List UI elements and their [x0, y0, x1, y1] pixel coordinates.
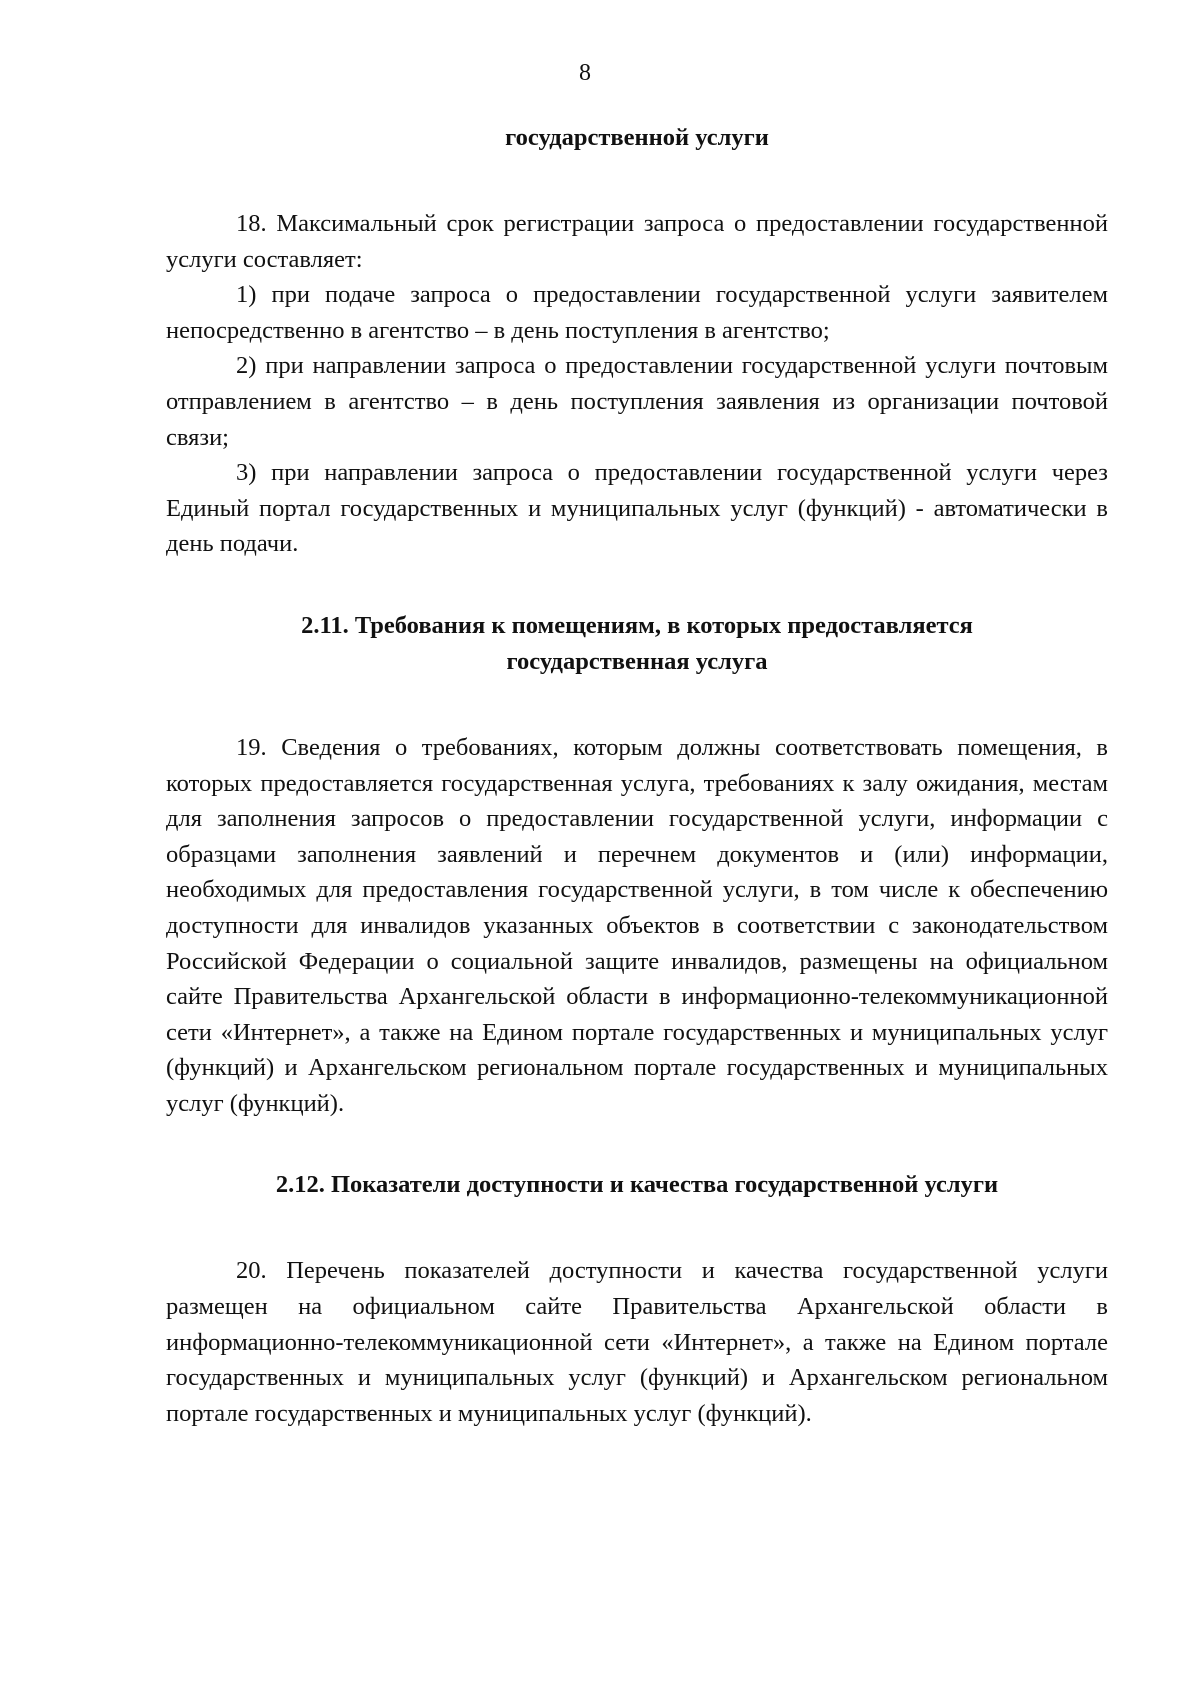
spacer [166, 1203, 1108, 1253]
paragraph-19: 19. Сведения о требованиях, которым должны соответствовать помещения, в которых предоставляется государственная услуга, требованиях к залу ожидания, местам для заполнения запросов о предоставлении государственной услуги, информации с образцами заполнения заявлений и перечнем документов и (или) информации, необходимых для предоставления государственной услуги, в том числе к обеспечению доступности для инвалидов указанных объектов в соответствии с законодательством Российской Федерации о социальной защите инвалидов, размещены на официальном сайте Правительства Архангельской области в информационно-телекоммуникационной сети «Интернет», а также на Едином портале государственных и муниципальных услуг (функций) и Архангельском региональном портале государственных и муниципальных услуг (функций). [166, 733, 1108, 1117]
section-2-11-heading [166, 608, 1108, 680]
section-2-11-heading-line-1: 2.11. Требования к помещениям, в которых предоставляется [301, 611, 973, 639]
paragraph-18-item-1: 1) при подаче запроса о предоставлении государственной услуги заявителем непосредственно в агентство – в день поступления в агентство; [166, 281, 1108, 344]
paragraph-18-intro: 18. Максимальный срок регистрации запроса о предоставлении государственной услуги составляет: [166, 210, 1108, 273]
page-number: 8 [579, 60, 591, 86]
continued-section-heading: государственной услуги [505, 124, 769, 151]
paragraph-18-item-2: 2) при направлении запроса о предоставлении государственной услуги почтовым отправлением в агентство – в день поступления заявления из организации почтовой связи; [166, 352, 1108, 451]
paragraph-18-item-3: 3) при направлении запроса о предоставлении государственной услуги через Единый портал государственных и муниципальных услуг (функций) - автоматически в день подачи. [166, 459, 1108, 558]
spacer [166, 156, 1108, 206]
spacer [166, 680, 1108, 730]
spacer [166, 1121, 1108, 1167]
spacer [166, 562, 1108, 608]
section-2-11-heading-line-2: государственная услуга [506, 647, 768, 675]
paragraph-20: 20. Перечень показателей доступности и качества государственной услуги размещен на официальном сайте Правительства Архангельской области в информационно-телекоммуникационной сети «Интернет», а также на Едином портале государственных и муниципальных услуг (функций) и Архангельском региональном портале государственных и муниципальных услуг (функций). [166, 1257, 1108, 1427]
document-body [166, 120, 1108, 1431]
section-2-12-heading: 2.12. Показатели доступности и качества государственной услуги [275, 1171, 999, 1199]
